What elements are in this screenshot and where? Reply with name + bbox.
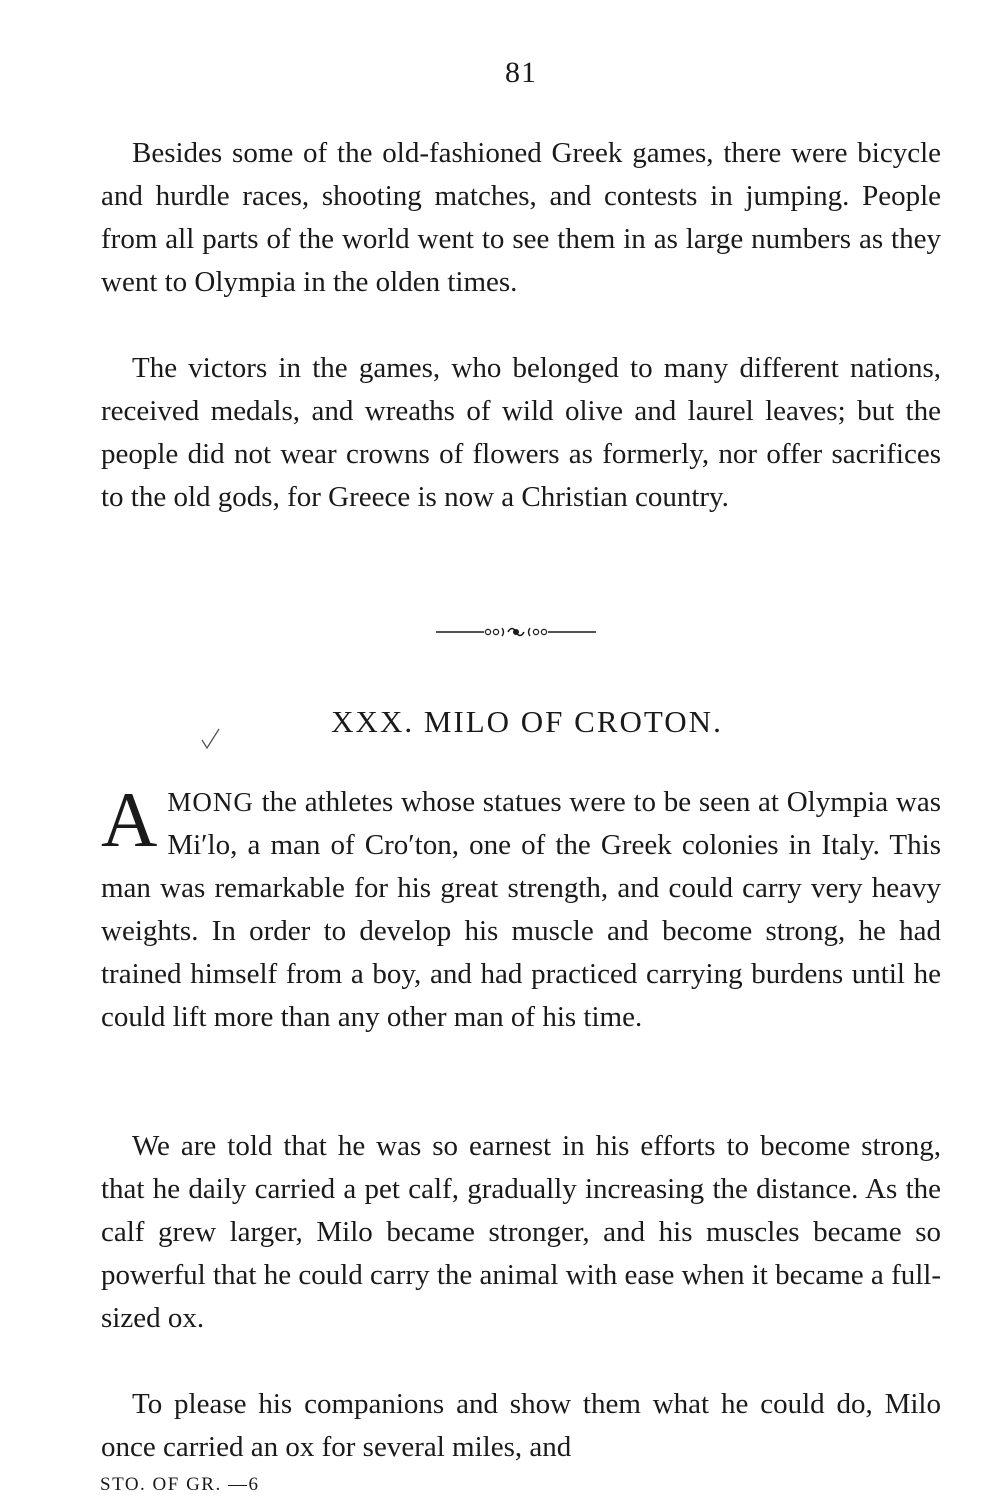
signature-mark: STO. OF GR. —6 [100, 1474, 260, 1495]
paragraph-olympic-games: Besides some of the old-fashioned Greek games, there were bicycle and hurdle races, shooting matches, and contests in jumping. People from all parts of the world went to see them in as large numbers as they went to Olympia in the olden times. [101, 137, 941, 298]
paragraph-milo-intro [101, 776, 941, 1039]
chapter-title: XXX. MILO OF CROTON. [331, 704, 723, 739]
book-page [101, 0, 941, 1510]
paragraph-pet-calf: We are told that he was so earnest in his efforts to become strong, that he daily carried a pet calf, gradually increasing the distance. As the calf grew larger, Milo became stronger, and his muscles became so powerful that he could carry the animal with ease when it became a full-sized ox. [101, 1130, 941, 1334]
paragraph-victors: The victors in the games, who belonged to many different nations, received medals, and wreaths of wild olive and laurel leaves; but the people did not wear crowns of flowers as formerly, nor offer sacrifices to the old gods, for Greece is now a Christian country. [101, 352, 941, 513]
page-number: 81 [505, 56, 537, 89]
paragraph-carried-ox: To please his companions and show them what he could do, Milo once carried an ox for several miles, and [101, 1388, 941, 1463]
opening-word: MONG [167, 787, 254, 817]
drop-cap: A [101, 776, 158, 863]
decorative-divider-icon [436, 620, 596, 644]
paragraph-milo-intro-text: the athletes whose statues were to be seen at Olympia was Mi′lo, a man of Cro′ton, one of the Greek colonies in Italy. This man was remarkable for his great strength, and could carry very heavy weights. In order to develop his muscle and become strong, he had trained himself from a boy, and had practiced carrying burdens until he could lift more than any other man of his time. [101, 786, 941, 1033]
